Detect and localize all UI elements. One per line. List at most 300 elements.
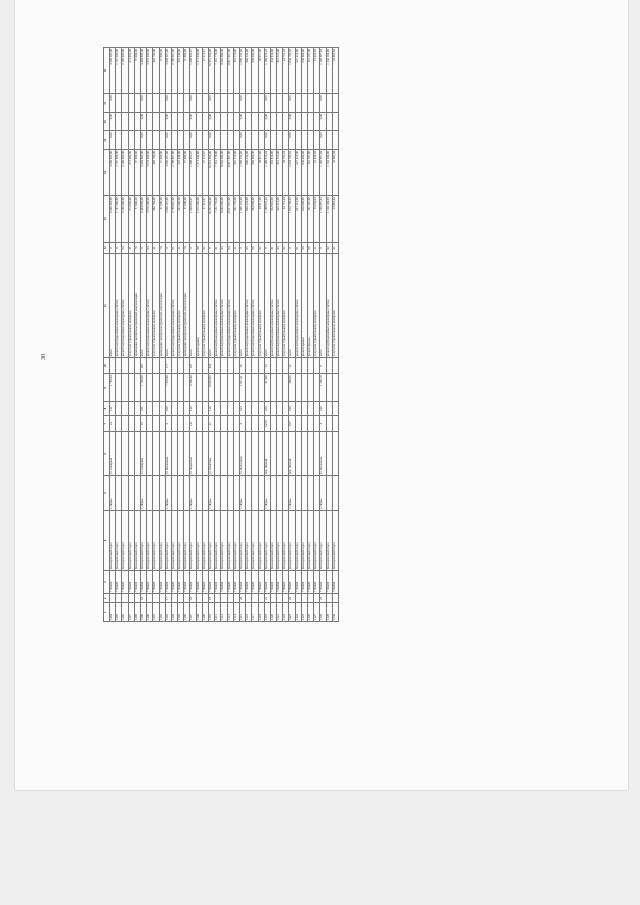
table-cell: 482 704,00 xyxy=(153,48,159,94)
table-cell: 161 187,00 xyxy=(308,149,314,195)
table-cell: 1326 xyxy=(308,603,314,622)
table-cell: 7706400 xyxy=(140,571,146,594)
table-cell: 415 313,00 xyxy=(277,149,283,195)
table-cell: ремонт внутридомовых инженерных систем xyxy=(147,254,153,358)
table-cell: 1311 xyxy=(215,603,221,622)
table-cell: 7706400 xyxy=(215,571,221,594)
table-cell: ул. Решетова xyxy=(209,432,215,476)
table-cell: 04 xyxy=(122,242,128,254)
table-cell: г. Пермь xyxy=(320,476,326,511)
table-cell: Коммерческий отдел xyxy=(295,510,301,570)
table-cell: 76 xyxy=(159,242,165,254)
table-cell: 19 xyxy=(209,594,215,603)
table-cell: 161 187,00 xyxy=(308,48,314,94)
table-cell xyxy=(332,358,338,374)
table-cell: 966 332,00 xyxy=(246,48,252,94)
table-cell: 1303 xyxy=(165,603,171,622)
table-cell: 1 034 705,03 xyxy=(289,196,295,242)
table-cell: 3 576 205,00 xyxy=(147,196,153,242)
table-cell: 415 313,00 xyxy=(277,196,283,242)
table-cell: Коммерческий отдел xyxy=(314,510,320,570)
table-cell: 04 xyxy=(227,242,233,254)
table-cell: 7706400 xyxy=(196,571,202,594)
table-cell: 57 000,00 xyxy=(134,149,140,195)
table-cell: 0 xyxy=(110,242,116,254)
table-cell: 0,00 xyxy=(264,112,270,131)
table-cell: Коммерческий отдел xyxy=(277,510,283,570)
table-cell: услуги по строительному контролю xyxy=(153,254,159,358)
table-cell: 4 xyxy=(320,416,326,432)
table-cell: 0,00 xyxy=(264,94,270,113)
table-cell: итого xyxy=(140,254,146,358)
table-cell: 1297 xyxy=(128,603,134,622)
header-cell: 12 xyxy=(104,242,110,254)
table-cell: Коммерческий отдел xyxy=(128,510,134,570)
table-cell: 1301 xyxy=(153,603,159,622)
table-cell xyxy=(332,476,338,511)
table-cell: 299,00 xyxy=(289,374,295,402)
table-cell: 0,00 xyxy=(165,131,171,150)
table-cell: 100 xyxy=(264,402,270,416)
table-cell: 21 xyxy=(153,242,159,254)
table-cell: 1325 xyxy=(301,603,307,622)
table-cell: 1 298 853,67 xyxy=(190,149,196,195)
table-cell: 3 576 205,00 xyxy=(147,149,153,195)
table-cell: 7706400 xyxy=(314,571,320,594)
table-cell: 227 215,00 xyxy=(295,48,301,94)
table-cell: 103 xyxy=(239,402,245,416)
table-cell: 584 904,00 xyxy=(252,196,258,242)
table-cell: ремонт крыши xyxy=(196,254,202,358)
table-cell: ремонт внутридомовых инженерных систем xyxy=(215,254,221,358)
table-cell: ул. Северная xyxy=(140,432,146,476)
table-cell: 561 176,00 xyxy=(233,149,239,195)
table-cell: 0 xyxy=(264,242,270,254)
table-cell: 6 396,40 xyxy=(190,374,196,402)
table-cell: 21 xyxy=(258,242,264,254)
table-cell: 21 xyxy=(178,242,184,254)
table-cell: Коммерческий отдел xyxy=(320,510,326,570)
table-cell: итого xyxy=(264,254,270,358)
table-row xyxy=(332,48,338,622)
table-cell: проведение экспертизы проектной документации xyxy=(184,254,190,358)
program-table xyxy=(103,47,339,622)
table-cell: Коммерческий отдел xyxy=(178,510,184,570)
table-cell: ремонт внутридомовых инженерных систем xyxy=(221,254,227,358)
table-cell: 14 xyxy=(110,416,116,432)
table-cell: 1 793,24 xyxy=(110,374,116,402)
table-cell: 7706400 xyxy=(289,571,295,594)
table-cell: услуги по строительному контролю xyxy=(258,254,264,358)
table-cell: Коммерческий отдел xyxy=(227,510,233,570)
table-cell: ремонт внутридомовых инженерных систем xyxy=(252,254,258,358)
table-cell: 7706400 xyxy=(301,571,307,594)
table-cell: 7706400 xyxy=(320,571,326,594)
table-cell: 3 059 307,00 xyxy=(165,196,171,242)
table-cell: Коммерческий отдел xyxy=(264,510,270,570)
table-cell: 0,00 xyxy=(140,131,146,150)
table-cell: 7706400 xyxy=(184,571,190,594)
table-cell xyxy=(332,402,338,416)
table-cell: итого xyxy=(209,254,215,358)
table-cell: 7706400 xyxy=(122,571,128,594)
table-cell: итого xyxy=(239,254,245,358)
table-cell: 21 xyxy=(264,594,270,603)
table-cell: 0,00 xyxy=(289,94,295,113)
table-cell xyxy=(332,594,338,603)
table-cell: 08 xyxy=(196,242,202,254)
rotated-table-wrapper xyxy=(103,47,623,622)
header-cell: 14 xyxy=(104,149,110,195)
table-cell: 04 xyxy=(147,242,153,254)
table-cell: 223 240,00 xyxy=(178,149,184,195)
table-cell: 109 xyxy=(165,402,171,416)
table-cell: 0,00 xyxy=(140,94,146,113)
table-cell: 7 151 770,00 xyxy=(215,48,221,94)
table-cell: 3 059 307,00 xyxy=(165,149,171,195)
table-cell: 01 xyxy=(295,242,301,254)
table-cell: 1300 xyxy=(147,603,153,622)
table-cell: 0,00 xyxy=(190,112,196,131)
table-cell: 57 000,00 xyxy=(134,196,140,242)
table-cell: 27 213,67 xyxy=(202,149,208,195)
table-cell: 7706400 xyxy=(270,571,276,594)
table-cell: 0,00 xyxy=(190,131,196,150)
table-cell: 0 xyxy=(320,242,326,254)
table-cell: ремонт внутридомовых инженерных систем xyxy=(270,254,276,358)
table-cell: Коммерческий отдел xyxy=(246,510,252,570)
table-cell: 7706400 xyxy=(239,571,245,594)
table-cell: 0,00 xyxy=(239,94,245,113)
table-cell: 1294 xyxy=(110,603,116,622)
table-cell: 4 494 905,00 xyxy=(140,149,146,195)
table-cell xyxy=(332,94,338,113)
table-cell: 02 xyxy=(326,242,332,254)
table-cell: 1 765,60 xyxy=(140,374,146,402)
table-cell: 3 059 307,00 xyxy=(165,48,171,94)
table-cell: 1 599 153,40 xyxy=(239,48,245,94)
table-cell: 1327 xyxy=(314,603,320,622)
table-cell: 966 332,00 xyxy=(246,196,252,242)
table-cell: ремонт фасада xyxy=(308,254,314,358)
table-cell: 03 xyxy=(221,242,227,254)
table-cell: услуги по строительному контролю xyxy=(202,254,208,358)
table-cell: Коммерческий отдел xyxy=(308,510,314,570)
table-cell: 05 xyxy=(246,242,252,254)
table-cell: 966 332,00 xyxy=(246,149,252,195)
table-cell: Коммерческий отдел xyxy=(326,510,332,570)
table-cell: 7706400 xyxy=(258,571,264,594)
table-cell: 7706400 xyxy=(171,571,177,594)
table-cell: 7706400 xyxy=(283,571,289,594)
table-cell: Коммерческий отдел xyxy=(140,510,146,570)
table-cell: -8 817 057,00 xyxy=(227,149,233,195)
table-cell: 7706400 xyxy=(326,571,332,594)
table-cell: 15 634,03 xyxy=(314,196,320,242)
header-cell: 16 xyxy=(104,112,110,131)
table-cell: 24 751,24 xyxy=(283,48,289,94)
table-cell: 27 213,67 xyxy=(202,48,208,94)
table-cell: 09 xyxy=(308,242,314,254)
table-cell: 7706400 xyxy=(178,571,184,594)
table-cell: 0 xyxy=(209,242,215,254)
table-cell: 16 551 566,00 xyxy=(209,48,215,94)
table-cell: 0 xyxy=(165,242,171,254)
table-cell: 1312 xyxy=(221,603,227,622)
table-cell: ремонт внутридомовых инженерных систем xyxy=(246,254,252,358)
table-cell: 0,00 xyxy=(320,94,326,113)
table-cell: 2 196 406,00 xyxy=(122,149,128,195)
table-cell: 482 704,00 xyxy=(153,149,159,195)
header-cell: 2 xyxy=(104,594,110,603)
table-cell: проведение экспертизы проектной документации xyxy=(134,254,140,358)
table-cell: 1 271 640,00 xyxy=(196,196,202,242)
table-cell: 7706400 xyxy=(153,571,159,594)
table-cell: 1 169 997,84 xyxy=(320,149,326,195)
table-cell: Коммерческий отдел xyxy=(171,510,177,570)
table-cell: Коммерческий отдел xyxy=(202,510,208,570)
table-cell: 207 xyxy=(140,358,146,374)
table-cell: 1328 xyxy=(320,603,326,622)
table-cell: ул. Лодыгина xyxy=(190,432,196,476)
table-cell: 7706400 xyxy=(221,571,227,594)
table-cell: услуги по строительному контролю xyxy=(233,254,239,358)
table-cell: 7 151 770,00 xyxy=(215,196,221,242)
table-cell: пер. Лесной xyxy=(264,432,270,476)
table-cell: Коммерческий отдел xyxy=(283,510,289,570)
table-cell: 71 xyxy=(320,358,326,374)
table-cell: 28 917,40 xyxy=(258,196,264,242)
table-cell: 1299 xyxy=(140,603,146,622)
table-cell xyxy=(332,112,338,131)
table-cell: Коммерческий отдел xyxy=(153,510,159,570)
table-cell: 23 xyxy=(320,594,326,603)
table-cell: Коммерческий отдел xyxy=(147,510,153,570)
table-cell: 1 356,70 xyxy=(320,374,326,402)
table-cell: Коммерческий отдел xyxy=(258,510,264,570)
table-cell: 20 xyxy=(239,594,245,603)
table-cell: 1 767 285,09 xyxy=(116,196,122,242)
table-cell: услуги по строительному контролю xyxy=(283,254,289,358)
table-cell: 0,00 xyxy=(190,94,196,113)
table-cell: Коммерческий отдел xyxy=(116,510,122,570)
table-cell: 1 767 285,09 xyxy=(116,48,122,94)
table-cell: 10 823,00 xyxy=(209,374,215,402)
table-cell: 24 751,24 xyxy=(283,196,289,242)
table-cell: 22 xyxy=(289,358,295,374)
table-cell: 15 634,03 xyxy=(314,48,320,94)
table-cell: услуги по строительному контролю xyxy=(178,254,184,358)
table-cell: Коммерческий отдел xyxy=(252,510,258,570)
table-cell: 227 215,00 xyxy=(295,196,301,242)
table-cell: 0,00 xyxy=(289,131,295,150)
table-cell: г. Пермь xyxy=(140,476,146,511)
table-cell: Коммерческий отдел xyxy=(190,510,196,570)
table-cell: 57 000,00 xyxy=(159,48,165,94)
table-cell: 0 xyxy=(190,242,196,254)
table-cell: Коммерческий отдел xyxy=(332,510,338,570)
table-cell: услуги по строительному контролю xyxy=(332,254,338,358)
table-cell xyxy=(332,416,338,432)
header-cell: 6 xyxy=(104,432,110,476)
table-cell: 1308 xyxy=(196,603,202,622)
table-cell: 2 799 067,00 xyxy=(171,149,177,195)
table-cell: 0,00 xyxy=(165,112,171,131)
table-cell: 110 xyxy=(209,402,215,416)
table-cell: 227 215,00 xyxy=(295,149,301,195)
table-cell: 561 176,00 xyxy=(233,48,239,94)
table-cell: 1322 xyxy=(283,603,289,622)
table-cell: г. Пермь xyxy=(190,476,196,511)
header-cell: 11 xyxy=(104,254,110,358)
table-cell: 0,00 xyxy=(209,112,215,131)
table-cell: 1318 xyxy=(258,603,264,622)
table-cell: ул. Северная xyxy=(110,432,116,476)
table-cell: 1 180 976,24 xyxy=(264,48,270,94)
table-cell: 14/15 xyxy=(264,416,270,432)
table-cell: итого xyxy=(320,254,326,358)
table-cell: 2 799 067,00 xyxy=(171,48,177,94)
table-cell: 1 169 997,84 xyxy=(320,196,326,242)
table-cell: 7706400 xyxy=(110,571,116,594)
table-cell: 57 000,00 xyxy=(159,196,165,242)
table-cell: 34 xyxy=(264,358,270,374)
table-cell: 7706400 xyxy=(209,571,215,594)
table-cell: 33 893,84 xyxy=(332,48,338,94)
table-cell: 21 xyxy=(332,242,338,254)
table-cell: 1295 xyxy=(116,603,122,622)
table-cell: Коммерческий отдел xyxy=(215,510,221,570)
table-cell: 76 xyxy=(134,242,140,254)
table-cell: ремонт внутридомовых инженерных систем xyxy=(326,254,332,358)
table-cell: 0,00 xyxy=(209,131,215,150)
table-cell: 1317 xyxy=(252,603,258,622)
table-cell: 21 xyxy=(314,242,320,254)
table-cell: 24 751,24 xyxy=(283,149,289,195)
table-cell: 7706400 xyxy=(202,571,208,594)
table-cell: 7706400 xyxy=(227,571,233,594)
header-cell: 1 xyxy=(104,603,110,622)
table-cell: 464 xyxy=(209,358,215,374)
document-page xyxy=(15,0,628,790)
table-cell: ул. Васильева xyxy=(320,432,326,476)
table-cell: 7706400 xyxy=(295,571,301,594)
table-cell: ремонт внутридомовых инженерных систем xyxy=(116,254,122,358)
header-cell: 4 xyxy=(104,510,110,570)
table-cell: 0 xyxy=(239,242,245,254)
table-cell: 121 xyxy=(110,402,116,416)
table-cell: 1 136 104,00 xyxy=(326,196,332,242)
table-cell: 08 xyxy=(301,242,307,254)
table-cell: 151 xyxy=(140,402,146,416)
table-cell: -8 817 057,00 xyxy=(227,196,233,242)
header-cell: 10 xyxy=(104,358,110,374)
table-cell: 223 240,00 xyxy=(178,196,184,242)
table-cell: 01 xyxy=(215,242,221,254)
table-cell: 25 xyxy=(239,358,245,374)
table-cell: 1315 xyxy=(239,603,245,622)
table-cell: 1319 xyxy=(264,603,270,622)
table-cell: 1324 xyxy=(295,603,301,622)
table-cell: 0,00 xyxy=(110,131,116,150)
header-cell: 13 xyxy=(104,196,110,242)
table-cell: Коммерческий отдел xyxy=(110,510,116,570)
table-cell: г. Пермь xyxy=(110,476,116,511)
table-cell: 7706400 xyxy=(264,571,270,594)
table-cell: 2 196 406,00 xyxy=(122,196,128,242)
table-cell: 332 916,00 xyxy=(270,196,276,242)
table-cell: ул. Плеханова xyxy=(239,432,245,476)
table-cell: 57 000,00 xyxy=(184,149,190,195)
table-cell: 161 187,00 xyxy=(308,196,314,242)
table-cell: 0,00 xyxy=(239,131,245,150)
table-cell: 8 682 096,00 xyxy=(221,48,227,94)
table-cell: 22 xyxy=(289,594,295,603)
table-cell: 7706400 xyxy=(116,571,122,594)
table-cell: 1296 xyxy=(122,603,128,622)
table-cell: Коммерческий отдел xyxy=(270,510,276,570)
table-cell: г. Пермь xyxy=(264,476,270,511)
table-cell: 7706400 xyxy=(332,571,338,594)
table-cell: 630 669,00 xyxy=(301,196,307,242)
table-cell: 0,00 xyxy=(320,131,326,150)
table-cell: 1 599 153,40 xyxy=(239,196,245,242)
header-cell: 3 xyxy=(104,571,110,594)
table-cell: 7 151 770,00 xyxy=(215,149,221,195)
table-cell: Коммерческий отдел xyxy=(221,510,227,570)
table-cell: 5 xyxy=(165,416,171,432)
table-cell: 1 034 705,03 xyxy=(289,149,295,195)
table-cell: 7706400 xyxy=(308,571,314,594)
table-cell: ремонт внутридомовых инженерных систем xyxy=(227,254,233,358)
table-cell: Коммерческий отдел xyxy=(122,510,128,570)
table-cell: 18 xyxy=(190,594,196,603)
header-cell: 5 xyxy=(104,476,110,511)
table-cell: 332 916,00 xyxy=(270,48,276,94)
table-cell: 0,00 xyxy=(209,94,215,113)
table-cell: 11 xyxy=(209,416,215,432)
table-cell: 1313 xyxy=(227,603,233,622)
table-cell: 7 333,80 xyxy=(165,374,171,402)
table-cell: 7706400 xyxy=(165,571,171,594)
table-cell: 1323 xyxy=(289,603,295,622)
table-cell: итого xyxy=(165,254,171,358)
table-cell: 06 xyxy=(252,242,258,254)
table-cell: 1 817,21 xyxy=(239,374,245,402)
table-cell: 8 682 096,00 xyxy=(221,196,227,242)
table-cell: услуги по строительному контролю xyxy=(128,254,134,358)
table-cell: 0,00 xyxy=(110,94,116,113)
table-cell: 332 916,00 xyxy=(270,149,276,195)
header-cell: 7 xyxy=(104,416,110,432)
table-cell: 1307 xyxy=(190,603,196,622)
table-cell: 1302 xyxy=(159,603,165,622)
table-cell: 223 240,00 xyxy=(178,48,184,94)
table-cell: услуги по строительному контролю xyxy=(314,254,320,358)
table-cell: 630 669,00 xyxy=(301,48,307,94)
header-cell: 17 xyxy=(104,94,110,113)
table-cell: ремонт внутридомовых инженерных систем xyxy=(295,254,301,358)
table-cell: 16 551 566,00 xyxy=(209,149,215,195)
table-cell: г. Пермь xyxy=(289,476,295,511)
table-cell: 4 596 293,09 xyxy=(110,196,116,242)
table-cell: 1316 xyxy=(246,603,252,622)
table-cell: 16 xyxy=(140,594,146,603)
table-cell: 1 298 853,67 xyxy=(190,196,196,242)
table-cell: ул. Васильева xyxy=(165,432,171,476)
table-cell: 0,00 xyxy=(239,112,245,131)
table-cell: 4 494 905,00 xyxy=(140,196,146,242)
